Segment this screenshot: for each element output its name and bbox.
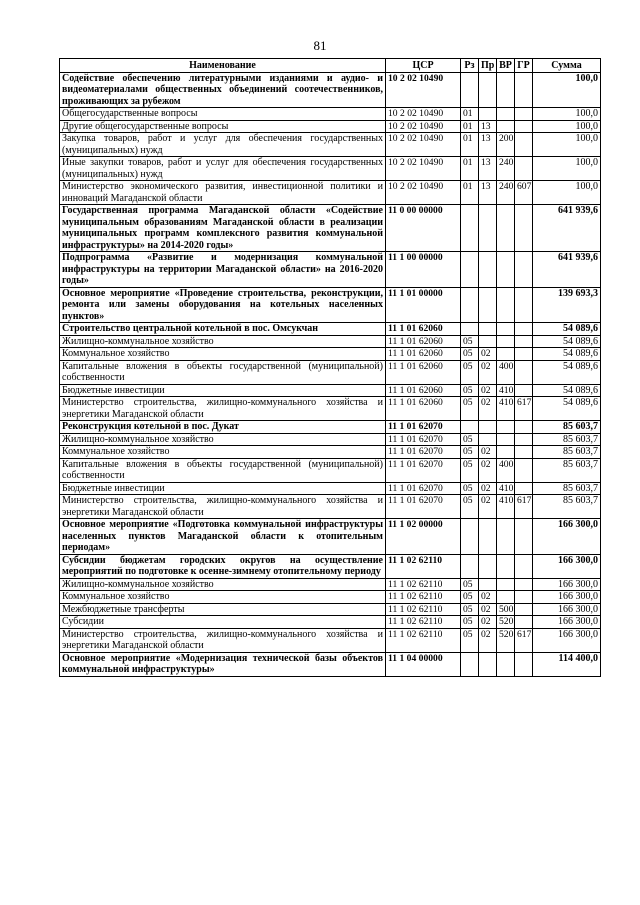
cell-gr (515, 519, 533, 555)
cell-vr (497, 652, 515, 676)
table-row (60, 591, 601, 604)
cell-name: Министерство экономического развития, инвестиционной политики и инноваций Магаданской области (60, 181, 386, 205)
cell-csr: 10 2 02 10490 (386, 157, 461, 181)
cell-sum: 166 300,0 (533, 628, 601, 652)
cell-rz: 05 (461, 482, 479, 495)
cell-vr (497, 591, 515, 604)
header-gr: ГР (515, 59, 533, 73)
cell-gr (515, 603, 533, 616)
cell-vr: 410 (497, 482, 515, 495)
cell-name: Коммунальное хозяйство (60, 446, 386, 459)
cell-vr: 520 (497, 616, 515, 629)
cell-pr: 02 (479, 603, 497, 616)
cell-vr: 410 (497, 397, 515, 421)
cell-rz: 05 (461, 458, 479, 482)
cell-gr (515, 421, 533, 434)
cell-name: Коммунальное хозяйство (60, 591, 386, 604)
cell-csr: 11 1 02 62110 (386, 578, 461, 591)
cell-csr: 11 1 04 00000 (386, 652, 461, 676)
cell-sum: 100,0 (533, 108, 601, 121)
cell-name: Строительство центральной котельной в пос. Омсукчан (60, 323, 386, 336)
cell-pr: 02 (479, 458, 497, 482)
cell-rz (461, 72, 479, 108)
cell-pr (479, 108, 497, 121)
cell-csr: 11 1 02 62110 (386, 628, 461, 652)
cell-csr: 10 2 02 10490 (386, 181, 461, 205)
cell-csr: 11 1 00 00000 (386, 252, 461, 288)
cell-sum: 166 300,0 (533, 578, 601, 591)
cell-rz: 05 (461, 433, 479, 446)
cell-sum: 85 603,7 (533, 482, 601, 495)
cell-rz (461, 287, 479, 323)
cell-rz: 01 (461, 108, 479, 121)
cell-pr (479, 323, 497, 336)
table-row (60, 433, 601, 446)
cell-sum: 85 603,7 (533, 433, 601, 446)
cell-pr: 02 (479, 348, 497, 361)
cell-csr: 11 1 01 62060 (386, 397, 461, 421)
cell-name: Министерство строительства, жилищно-коммунального хозяйства и энергетики Магаданской области (60, 397, 386, 421)
header-name: Наименование (60, 59, 386, 73)
cell-gr (515, 348, 533, 361)
cell-rz: 05 (461, 628, 479, 652)
cell-csr: 10 2 02 10490 (386, 108, 461, 121)
cell-rz (461, 652, 479, 676)
cell-rz: 05 (461, 603, 479, 616)
cell-pr (479, 335, 497, 348)
cell-gr: 617 (515, 495, 533, 519)
cell-rz: 01 (461, 120, 479, 133)
cell-name: Жилищно-коммунальное хозяйство (60, 578, 386, 591)
cell-pr (479, 652, 497, 676)
table-row (60, 628, 601, 652)
cell-sum: 54 089,6 (533, 397, 601, 421)
cell-pr: 13 (479, 133, 497, 157)
cell-name: Основное мероприятие «Проведение строительства, реконструкции, ремонта или замены оборудования на котельных населенных пунктов» (60, 287, 386, 323)
cell-rz (461, 205, 479, 252)
cell-name: Другие общегосударственные вопросы (60, 120, 386, 133)
cell-name: Закупка товаров, работ и услуг для обеспечения государственных (муниципальных) нужд (60, 133, 386, 157)
cell-pr: 02 (479, 397, 497, 421)
cell-vr (497, 120, 515, 133)
header-vr: ВР (497, 59, 515, 73)
table-row (60, 384, 601, 397)
cell-vr (497, 578, 515, 591)
cell-vr (497, 421, 515, 434)
cell-gr (515, 205, 533, 252)
table-header-row (60, 59, 601, 73)
cell-rz: 05 (461, 397, 479, 421)
cell-gr: 617 (515, 397, 533, 421)
cell-vr: 200 (497, 133, 515, 157)
cell-name: Бюджетные инвестиции (60, 384, 386, 397)
cell-name: Капитальные вложения в объекты государственной (муниципальной) собственности (60, 360, 386, 384)
cell-rz: 05 (461, 335, 479, 348)
cell-gr (515, 591, 533, 604)
cell-pr (479, 421, 497, 434)
cell-pr (479, 72, 497, 108)
cell-sum: 114 400,0 (533, 652, 601, 676)
cell-pr (479, 578, 497, 591)
cell-pr: 02 (479, 384, 497, 397)
cell-sum: 166 300,0 (533, 519, 601, 555)
table-row (60, 421, 601, 434)
cell-vr: 240 (497, 181, 515, 205)
cell-csr: 11 1 01 62070 (386, 458, 461, 482)
cell-vr: 520 (497, 628, 515, 652)
header-csr: ЦСР (386, 59, 461, 73)
cell-csr: 10 2 02 10490 (386, 72, 461, 108)
cell-sum: 54 089,6 (533, 335, 601, 348)
cell-sum: 641 939,6 (533, 252, 601, 288)
cell-rz (461, 421, 479, 434)
header-sum: Сумма (533, 59, 601, 73)
table-row (60, 603, 601, 616)
cell-pr: 02 (479, 495, 497, 519)
cell-sum: 139 693,3 (533, 287, 601, 323)
table-row (60, 120, 601, 133)
cell-csr: 11 1 01 62070 (386, 495, 461, 519)
cell-sum: 166 300,0 (533, 603, 601, 616)
cell-csr: 11 1 01 62070 (386, 446, 461, 459)
cell-csr: 11 1 01 00000 (386, 287, 461, 323)
cell-rz: 05 (461, 446, 479, 459)
cell-rz: 05 (461, 578, 479, 591)
table-row (60, 181, 601, 205)
cell-csr: 11 1 02 62110 (386, 603, 461, 616)
cell-gr (515, 335, 533, 348)
cell-rz (461, 519, 479, 555)
cell-pr: 02 (479, 616, 497, 629)
cell-name: Содействие обеспечению литературными изданиями и аудио- и видеоматериалами общественных объединений соотечественников, проживающих за рубежом (60, 72, 386, 108)
cell-rz: 05 (461, 616, 479, 629)
cell-name: Межбюджетные трансферты (60, 603, 386, 616)
cell-gr (515, 252, 533, 288)
table-row (60, 287, 601, 323)
cell-gr (515, 578, 533, 591)
cell-sum: 100,0 (533, 72, 601, 108)
table-row (60, 360, 601, 384)
cell-name: Реконструкция котельной в пос. Дукат (60, 421, 386, 434)
cell-vr (497, 446, 515, 459)
table-row (60, 578, 601, 591)
cell-gr (515, 120, 533, 133)
cell-gr (515, 72, 533, 108)
cell-sum: 85 603,7 (533, 446, 601, 459)
cell-rz (461, 252, 479, 288)
table-row (60, 446, 601, 459)
cell-gr: 617 (515, 628, 533, 652)
cell-csr: 10 2 02 10490 (386, 133, 461, 157)
cell-rz: 05 (461, 360, 479, 384)
table-row (60, 133, 601, 157)
cell-sum: 85 603,7 (533, 421, 601, 434)
cell-name: Государственная программа Магаданской области «Содействие муниципальным образованиям Магаданской области в реализации муниципальных программ комплексного развития коммунальной инфраструктуры» на 2014-2020 годы» (60, 205, 386, 252)
cell-pr (479, 433, 497, 446)
cell-rz: 05 (461, 384, 479, 397)
cell-name: Жилищно-коммунальное хозяйство (60, 433, 386, 446)
cell-sum: 54 089,6 (533, 348, 601, 361)
cell-rz: 01 (461, 181, 479, 205)
cell-gr (515, 360, 533, 384)
header-rz: Рз (461, 59, 479, 73)
cell-gr (515, 287, 533, 323)
cell-name: Основное мероприятие «Модернизация технической базы объектов коммунальной инфраструктуры» (60, 652, 386, 676)
cell-sum: 100,0 (533, 120, 601, 133)
cell-name: Бюджетные инвестиции (60, 482, 386, 495)
table-row (60, 519, 601, 555)
table-row (60, 157, 601, 181)
cell-pr: 13 (479, 181, 497, 205)
cell-rz: 01 (461, 133, 479, 157)
table-row (60, 652, 601, 676)
cell-pr: 02 (479, 446, 497, 459)
cell-gr (515, 482, 533, 495)
cell-name: Общегосударственные вопросы (60, 108, 386, 121)
cell-sum: 54 089,6 (533, 323, 601, 336)
cell-pr (479, 554, 497, 578)
cell-pr: 02 (479, 360, 497, 384)
cell-csr: 11 1 01 62060 (386, 335, 461, 348)
cell-gr (515, 554, 533, 578)
budget-table (59, 58, 601, 677)
cell-name: Подпрограмма «Развитие и модернизация коммунальной инфраструктуры на территории Магаданской области» на 2016-2020 годы» (60, 252, 386, 288)
table-row (60, 554, 601, 578)
cell-gr (515, 616, 533, 629)
cell-pr: 13 (479, 120, 497, 133)
table-row (60, 482, 601, 495)
cell-csr: 11 1 01 62060 (386, 323, 461, 336)
cell-csr: 11 0 00 00000 (386, 205, 461, 252)
cell-gr (515, 446, 533, 459)
cell-vr: 410 (497, 495, 515, 519)
cell-sum: 100,0 (533, 157, 601, 181)
cell-gr (515, 652, 533, 676)
cell-name: Основное мероприятие «Подготовка коммунальной инфраструктуры населенных пунктов Магаданской области к отопительным периодам» (60, 519, 386, 555)
cell-sum: 54 089,6 (533, 360, 601, 384)
cell-csr: 11 1 01 62070 (386, 421, 461, 434)
cell-gr (515, 458, 533, 482)
cell-vr (497, 252, 515, 288)
cell-gr (515, 384, 533, 397)
cell-sum: 85 603,7 (533, 458, 601, 482)
cell-csr: 11 1 01 62060 (386, 384, 461, 397)
cell-sum: 166 300,0 (533, 616, 601, 629)
cell-csr: 11 1 02 00000 (386, 519, 461, 555)
cell-pr: 02 (479, 482, 497, 495)
cell-pr: 02 (479, 628, 497, 652)
table-row (60, 205, 601, 252)
cell-vr (497, 323, 515, 336)
cell-pr (479, 252, 497, 288)
cell-csr: 11 1 01 62070 (386, 433, 461, 446)
cell-sum: 166 300,0 (533, 554, 601, 578)
cell-sum: 54 089,6 (533, 384, 601, 397)
cell-sum: 166 300,0 (533, 591, 601, 604)
header-pr: Пр (479, 59, 497, 73)
cell-pr: 02 (479, 591, 497, 604)
cell-pr: 13 (479, 157, 497, 181)
cell-vr (497, 72, 515, 108)
table-body (60, 72, 601, 676)
cell-vr (497, 519, 515, 555)
cell-gr (515, 433, 533, 446)
table-row (60, 323, 601, 336)
cell-vr (497, 348, 515, 361)
table-row (60, 458, 601, 482)
cell-rz: 05 (461, 348, 479, 361)
cell-vr: 400 (497, 360, 515, 384)
cell-csr: 11 1 01 62060 (386, 360, 461, 384)
cell-vr (497, 554, 515, 578)
table-row (60, 252, 601, 288)
cell-sum: 85 603,7 (533, 495, 601, 519)
cell-name: Жилищно-коммунальное хозяйство (60, 335, 386, 348)
cell-name: Капитальные вложения в объекты государственной (муниципальной) собственности (60, 458, 386, 482)
cell-rz (461, 554, 479, 578)
cell-vr (497, 433, 515, 446)
cell-vr (497, 335, 515, 348)
cell-vr (497, 287, 515, 323)
cell-gr (515, 108, 533, 121)
cell-vr: 240 (497, 157, 515, 181)
cell-pr (479, 205, 497, 252)
table-row (60, 108, 601, 121)
cell-name: Министерство строительства, жилищно-коммунального хозяйства и энергетики Магаданской области (60, 628, 386, 652)
cell-vr: 400 (497, 458, 515, 482)
cell-rz: 05 (461, 495, 479, 519)
cell-rz (461, 323, 479, 336)
cell-name: Субсидии бюджетам городских округов на осуществление мероприятий по подготовке к осенне-зимнему отопительному периоду (60, 554, 386, 578)
cell-csr: 10 2 02 10490 (386, 120, 461, 133)
cell-rz: 01 (461, 157, 479, 181)
cell-rz: 05 (461, 591, 479, 604)
table-row (60, 397, 601, 421)
cell-name: Министерство строительства, жилищно-коммунального хозяйства и энергетики Магаданской области (60, 495, 386, 519)
table-row (60, 348, 601, 361)
cell-vr: 500 (497, 603, 515, 616)
table-row (60, 495, 601, 519)
cell-vr: 410 (497, 384, 515, 397)
cell-name: Субсидии (60, 616, 386, 629)
table-row (60, 616, 601, 629)
cell-pr (479, 519, 497, 555)
cell-sum: 641 939,6 (533, 205, 601, 252)
page-number: 81 (313, 38, 327, 53)
cell-csr: 11 1 02 62110 (386, 554, 461, 578)
cell-vr (497, 205, 515, 252)
cell-csr: 11 1 02 62110 (386, 616, 461, 629)
cell-gr (515, 157, 533, 181)
cell-name: Коммунальное хозяйство (60, 348, 386, 361)
cell-gr (515, 323, 533, 336)
cell-gr: 607 (515, 181, 533, 205)
table-row (60, 72, 601, 108)
cell-gr (515, 133, 533, 157)
cell-csr: 11 1 01 62060 (386, 348, 461, 361)
cell-pr (479, 287, 497, 323)
cell-sum: 100,0 (533, 133, 601, 157)
table-row (60, 335, 601, 348)
cell-vr (497, 108, 515, 121)
cell-sum: 100,0 (533, 181, 601, 205)
cell-name: Иные закупки товаров, работ и услуг для обеспечения государственных (муниципальных) нужд (60, 157, 386, 181)
cell-csr: 11 1 02 62110 (386, 591, 461, 604)
cell-csr: 11 1 01 62070 (386, 482, 461, 495)
